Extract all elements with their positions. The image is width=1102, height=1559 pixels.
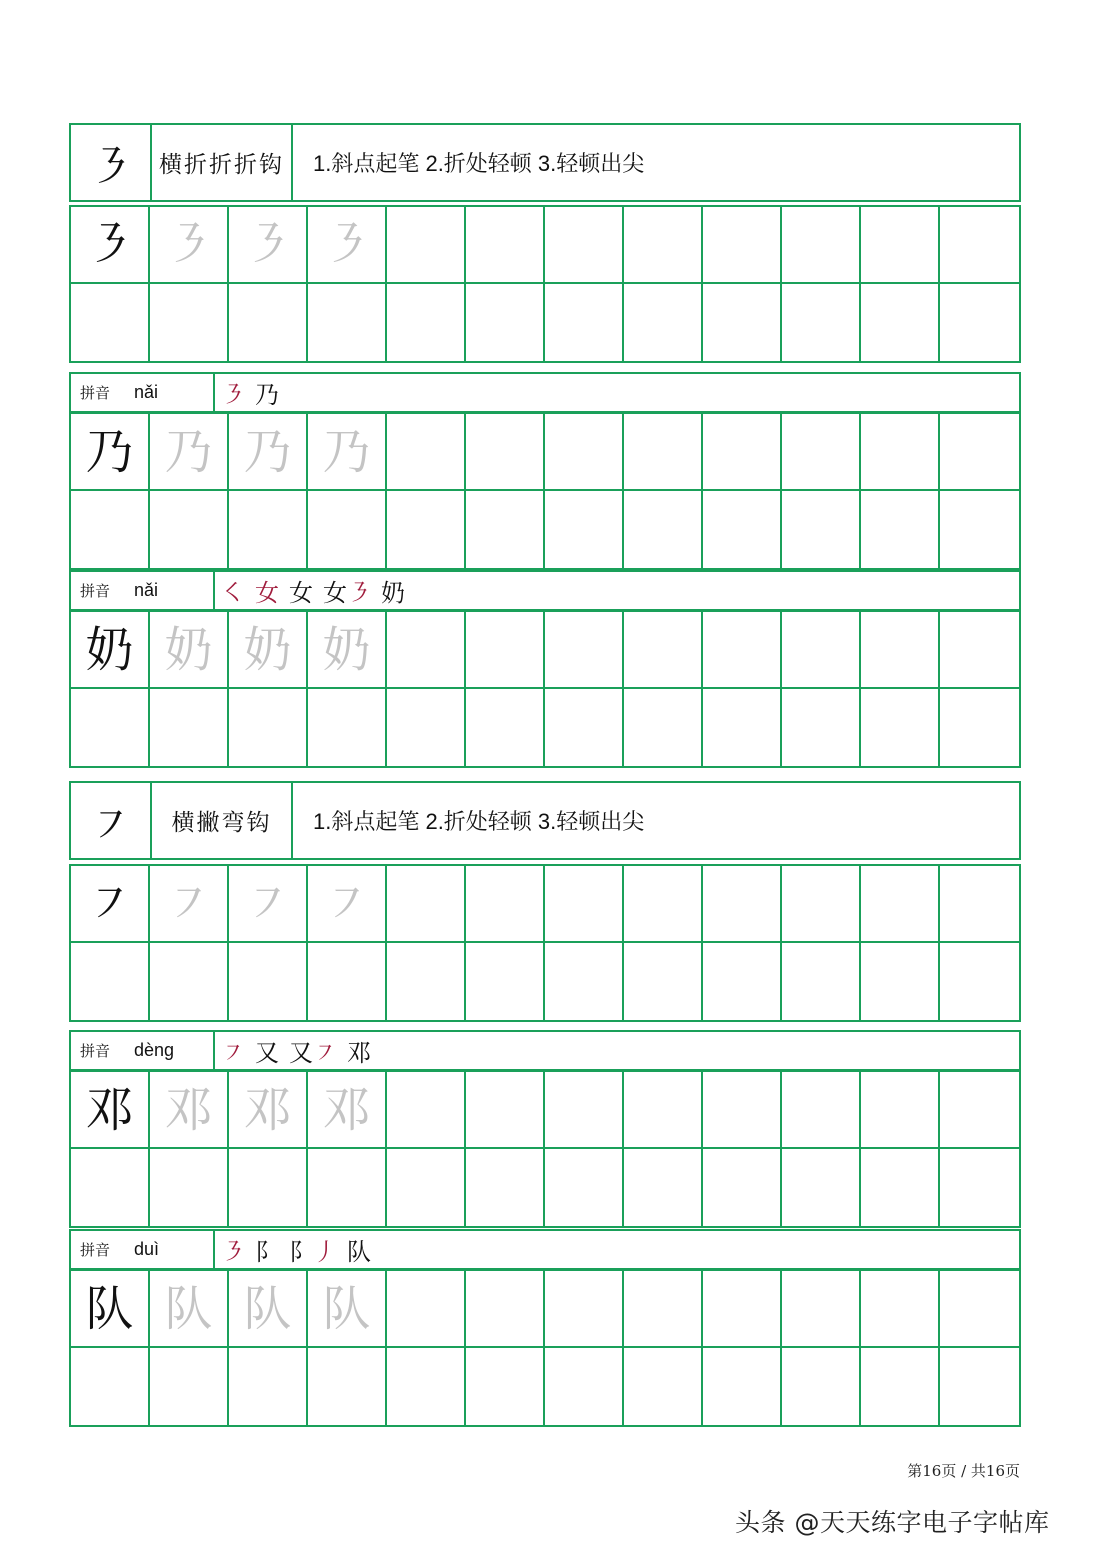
practice-cell [308, 689, 387, 766]
practice-cell [940, 414, 1019, 491]
practice-cell [150, 1348, 229, 1425]
practice-cell [782, 1271, 861, 1348]
stroke-header-1 [69, 123, 1021, 202]
stroke-glyph: ㇇ [71, 783, 152, 858]
practice-cell [545, 943, 624, 1020]
practice-cell [940, 491, 1019, 568]
stroke-order-step [255, 579, 279, 607]
practice-cell [782, 414, 861, 491]
trace-char: 队 [229, 1271, 308, 1348]
practice-cell [545, 414, 624, 491]
practice-cell [229, 943, 308, 1020]
practice-cell [387, 612, 466, 689]
trace-char: 邓 [308, 1072, 387, 1149]
practice-cell [150, 943, 229, 1020]
practice-cell [703, 207, 782, 284]
practice-grid-word [69, 412, 1021, 570]
practice-cell [71, 1149, 150, 1226]
practice-cell [308, 284, 387, 361]
practice-cell [545, 612, 624, 689]
practice-cell [703, 943, 782, 1020]
stroke-order-step [221, 1238, 245, 1266]
practice-cell [229, 284, 308, 361]
practice-cell [466, 414, 545, 491]
practice-cell [229, 689, 308, 766]
pinyin-label: 拼音 [80, 384, 111, 402]
practice-cell [940, 1149, 1019, 1226]
practice-cell [387, 1072, 466, 1149]
practice-grid-stroke-2 [69, 864, 1021, 1022]
trace-char: ㇇ [308, 866, 387, 943]
practice-cell [466, 207, 545, 284]
practice-cell [940, 866, 1019, 943]
pinyin-bar [69, 1030, 1021, 1071]
stroke-order-written: 乃 [255, 381, 279, 409]
stroke-order-written: 奶 [381, 579, 405, 607]
practice-cell [624, 689, 703, 766]
stroke-order-written: 女 [323, 579, 347, 607]
stroke-name: 横撇弯钩 [152, 783, 293, 858]
practice-cell [545, 1072, 624, 1149]
practice-cell [782, 689, 861, 766]
stroke-order-step [221, 1039, 245, 1067]
practice-cell [940, 612, 1019, 689]
practice-cell [466, 284, 545, 361]
practice-cell [466, 612, 545, 689]
practice-cell [150, 491, 229, 568]
practice-cell [466, 866, 545, 943]
stroke-order-written: 又 [289, 1039, 313, 1067]
practice-cell [782, 943, 861, 1020]
trace-char: ㇋ [308, 207, 387, 284]
stroke-order-written: 阝 [255, 1238, 279, 1266]
practice-cell [624, 1072, 703, 1149]
pinyin-label: 拼音 [80, 1042, 111, 1060]
model-char: 队 [71, 1271, 150, 1348]
practice-cell [150, 284, 229, 361]
stroke-name: 横折折折钩 [152, 125, 293, 200]
stroke-order-new-stroke: 女 [255, 579, 279, 607]
pinyin-text: dèng [134, 1040, 175, 1060]
stroke-glyph: ㇋ [71, 125, 152, 200]
practice-cell [308, 943, 387, 1020]
stroke-order-step [347, 1238, 371, 1266]
trace-char: ㇇ [229, 866, 308, 943]
practice-cell [229, 1348, 308, 1425]
practice-cell [466, 1348, 545, 1425]
practice-cell [940, 943, 1019, 1020]
practice-cell [703, 1348, 782, 1425]
practice-cell [387, 491, 466, 568]
practice-cell [624, 1149, 703, 1226]
practice-cell [703, 1149, 782, 1226]
practice-cell [387, 689, 466, 766]
practice-cell [545, 284, 624, 361]
practice-cell [71, 491, 150, 568]
practice-cell [782, 1149, 861, 1226]
practice-cell [545, 1271, 624, 1348]
model-char: 乃 [71, 414, 150, 491]
practice-cell [150, 689, 229, 766]
practice-cell [624, 1348, 703, 1425]
pinyin-text: duì [134, 1239, 160, 1259]
practice-cell [387, 1348, 466, 1425]
stroke-order-new-stroke: ㇋ [221, 381, 245, 409]
stroke-order-written: 邓 [347, 1039, 371, 1067]
practice-cell [466, 1149, 545, 1226]
practice-cell [308, 1348, 387, 1425]
stroke-order [215, 1033, 381, 1068]
stroke-order-step [255, 381, 279, 409]
stroke-order-written: 女 [289, 579, 313, 607]
practice-cell [940, 1072, 1019, 1149]
model-char: ㇇ [71, 866, 150, 943]
practice-cell [387, 943, 466, 1020]
practice-cell [545, 1348, 624, 1425]
practice-cell [703, 612, 782, 689]
practice-grid-stroke-1 [69, 205, 1021, 363]
practice-cell [703, 414, 782, 491]
trace-char: 奶 [308, 612, 387, 689]
practice-cell [466, 943, 545, 1020]
trace-char: 乃 [308, 414, 387, 491]
practice-cell [940, 1348, 1019, 1425]
practice-cell [229, 1149, 308, 1226]
practice-cell [861, 1072, 940, 1149]
practice-cell [861, 1348, 940, 1425]
watermark: 头条 @天天练字电子字帖库 [735, 1508, 1050, 1537]
trace-char: 队 [150, 1271, 229, 1348]
practice-cell [71, 943, 150, 1020]
practice-cell [71, 284, 150, 361]
stroke-tips: 1.斜点起笔 2.折处轻顿 3.轻顿出尖 [313, 151, 645, 176]
practice-cell [782, 612, 861, 689]
stroke-order-written: 队 [347, 1238, 371, 1266]
practice-cell [861, 866, 940, 943]
practice-cell [782, 866, 861, 943]
trace-char: 邓 [150, 1072, 229, 1149]
practice-cell [940, 207, 1019, 284]
practice-cell [940, 284, 1019, 361]
practice-cell [229, 491, 308, 568]
stroke-order-step [221, 381, 245, 409]
practice-cell [308, 1149, 387, 1226]
practice-cell [150, 1149, 229, 1226]
practice-cell [782, 207, 861, 284]
practice-cell [861, 689, 940, 766]
stroke-header-2 [69, 781, 1021, 860]
pinyin-label: 拼音 [80, 1241, 111, 1259]
practice-cell [861, 414, 940, 491]
trace-char: 邓 [229, 1072, 308, 1149]
practice-cell [71, 689, 150, 766]
page-number: 第16页 / 共16页 [907, 1462, 1020, 1480]
trace-char: ㇋ [229, 207, 308, 284]
model-char: 邓 [71, 1072, 150, 1149]
practice-cell [703, 866, 782, 943]
practice-cell [782, 491, 861, 568]
trace-char: 队 [308, 1271, 387, 1348]
stroke-order-written: 又 [255, 1039, 279, 1067]
pinyin-text: nǎi [134, 580, 159, 600]
practice-cell [861, 612, 940, 689]
practice-cell [387, 207, 466, 284]
practice-cell [624, 491, 703, 568]
practice-cell [861, 284, 940, 361]
practice-cell [545, 866, 624, 943]
practice-cell [703, 284, 782, 361]
stroke-order-step [347, 1039, 371, 1067]
stroke-order-step [289, 1238, 337, 1266]
pinyin-bar [69, 1229, 1021, 1270]
practice-cell [861, 1271, 940, 1348]
pinyin-bar [69, 372, 1021, 413]
stroke-order-step [255, 1039, 279, 1067]
practice-cell [624, 866, 703, 943]
practice-cell [466, 491, 545, 568]
practice-cell [545, 491, 624, 568]
stroke-order [215, 1232, 381, 1267]
stroke-order-step [323, 579, 371, 607]
trace-char: 乃 [150, 414, 229, 491]
stroke-order-new-stroke: ㇇ [313, 1039, 337, 1067]
pinyin-label: 拼音 [80, 582, 111, 600]
practice-cell [624, 207, 703, 284]
practice-cell [387, 1271, 466, 1348]
practice-cell [782, 1072, 861, 1149]
practice-cell [387, 284, 466, 361]
stroke-order-new-stroke: ㇇ [221, 1039, 245, 1067]
practice-cell [466, 689, 545, 766]
model-char: ㇋ [71, 207, 150, 284]
stroke-order-step [221, 579, 245, 607]
stroke-order-new-stroke: ㇋ [347, 579, 371, 607]
practice-cell [624, 284, 703, 361]
stroke-order-new-stroke: 丿 [313, 1238, 337, 1266]
practice-cell [466, 1271, 545, 1348]
practice-cell [466, 1072, 545, 1149]
practice-grid-word [69, 610, 1021, 768]
practice-cell [624, 1271, 703, 1348]
stroke-order-step [255, 1238, 279, 1266]
trace-char: 乃 [229, 414, 308, 491]
pinyin-bar [69, 570, 1021, 611]
practice-cell [387, 866, 466, 943]
practice-cell [387, 414, 466, 491]
stroke-order-written: 阝 [289, 1238, 313, 1266]
practice-cell [861, 1149, 940, 1226]
practice-grid-word [69, 1269, 1021, 1427]
stroke-order [215, 375, 289, 410]
pinyin-text: nǎi [134, 382, 159, 402]
practice-cell [861, 491, 940, 568]
stroke-order-step [289, 1039, 337, 1067]
practice-cell [940, 1271, 1019, 1348]
trace-char: 奶 [229, 612, 308, 689]
practice-cell [308, 491, 387, 568]
stroke-order-new-stroke: ㇛ [221, 579, 245, 607]
stroke-order-new-stroke: ㇋ [221, 1238, 245, 1266]
trace-char: ㇇ [150, 866, 229, 943]
practice-cell [861, 943, 940, 1020]
practice-cell [703, 689, 782, 766]
trace-char: ㇋ [150, 207, 229, 284]
practice-cell [624, 414, 703, 491]
practice-cell [624, 943, 703, 1020]
practice-cell [545, 689, 624, 766]
stroke-order [215, 573, 415, 608]
practice-cell [387, 1149, 466, 1226]
practice-cell [703, 1072, 782, 1149]
practice-grid-word [69, 1070, 1021, 1228]
practice-cell [782, 1348, 861, 1425]
trace-char: 奶 [150, 612, 229, 689]
model-char: 奶 [71, 612, 150, 689]
practice-cell [861, 207, 940, 284]
practice-cell [71, 1348, 150, 1425]
practice-cell [782, 284, 861, 361]
stroke-order-step [381, 579, 405, 607]
stroke-order-step [289, 579, 313, 607]
practice-cell [545, 1149, 624, 1226]
practice-cell [545, 207, 624, 284]
practice-cell [624, 612, 703, 689]
practice-cell [940, 689, 1019, 766]
practice-cell [703, 1271, 782, 1348]
stroke-tips: 1.斜点起笔 2.折处轻顿 3.轻顿出尖 [313, 809, 645, 834]
practice-cell [703, 491, 782, 568]
